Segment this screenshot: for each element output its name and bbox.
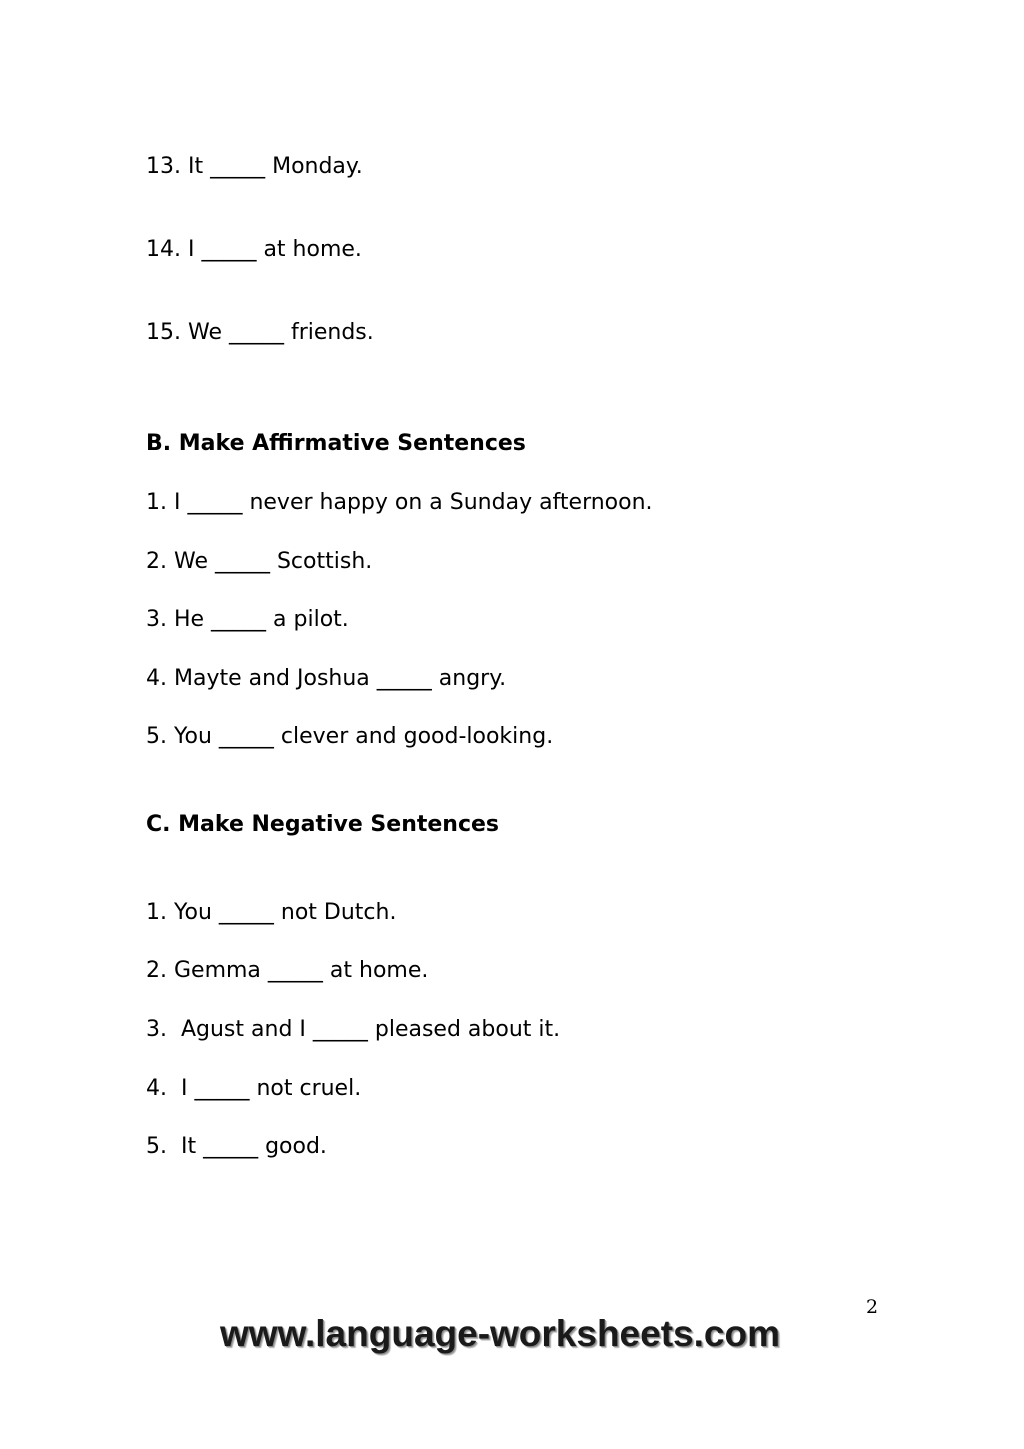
exercise-item-15: 15. We _____ friends. [146,320,374,345]
negative-item-4: 4. I _____ not cruel. [146,1076,362,1101]
affirmative-item-3: 3. He _____ a pilot. [146,607,349,632]
section-b-heading: B. Make Affirmative Sentences [146,431,526,456]
negative-item-5: 5. It _____ good. [146,1134,327,1159]
negative-item-1: 1. You _____ not Dutch. [146,900,397,925]
page-number: 2 [866,1296,879,1318]
exercise-item-14: 14. I _____ at home. [146,237,362,262]
affirmative-item-1: 1. I _____ never happy on a Sunday afternoon. [146,490,653,515]
section-c-heading: C. Make Negative Sentences [146,812,500,837]
affirmative-item-2: 2. We _____ Scottish. [146,549,373,574]
negative-item-3: 3. Agust and I _____ pleased about it. [146,1017,561,1042]
affirmative-item-5: 5. You _____ clever and good-looking. [146,724,554,749]
negative-item-2: 2. Gemma _____ at home. [146,958,429,983]
affirmative-item-4: 4. Mayte and Joshua _____ angry. [146,666,507,691]
footer-website-url: www.language-worksheets.com [220,1313,780,1354]
exercise-item-13: 13. It _____ Monday. [146,154,363,179]
